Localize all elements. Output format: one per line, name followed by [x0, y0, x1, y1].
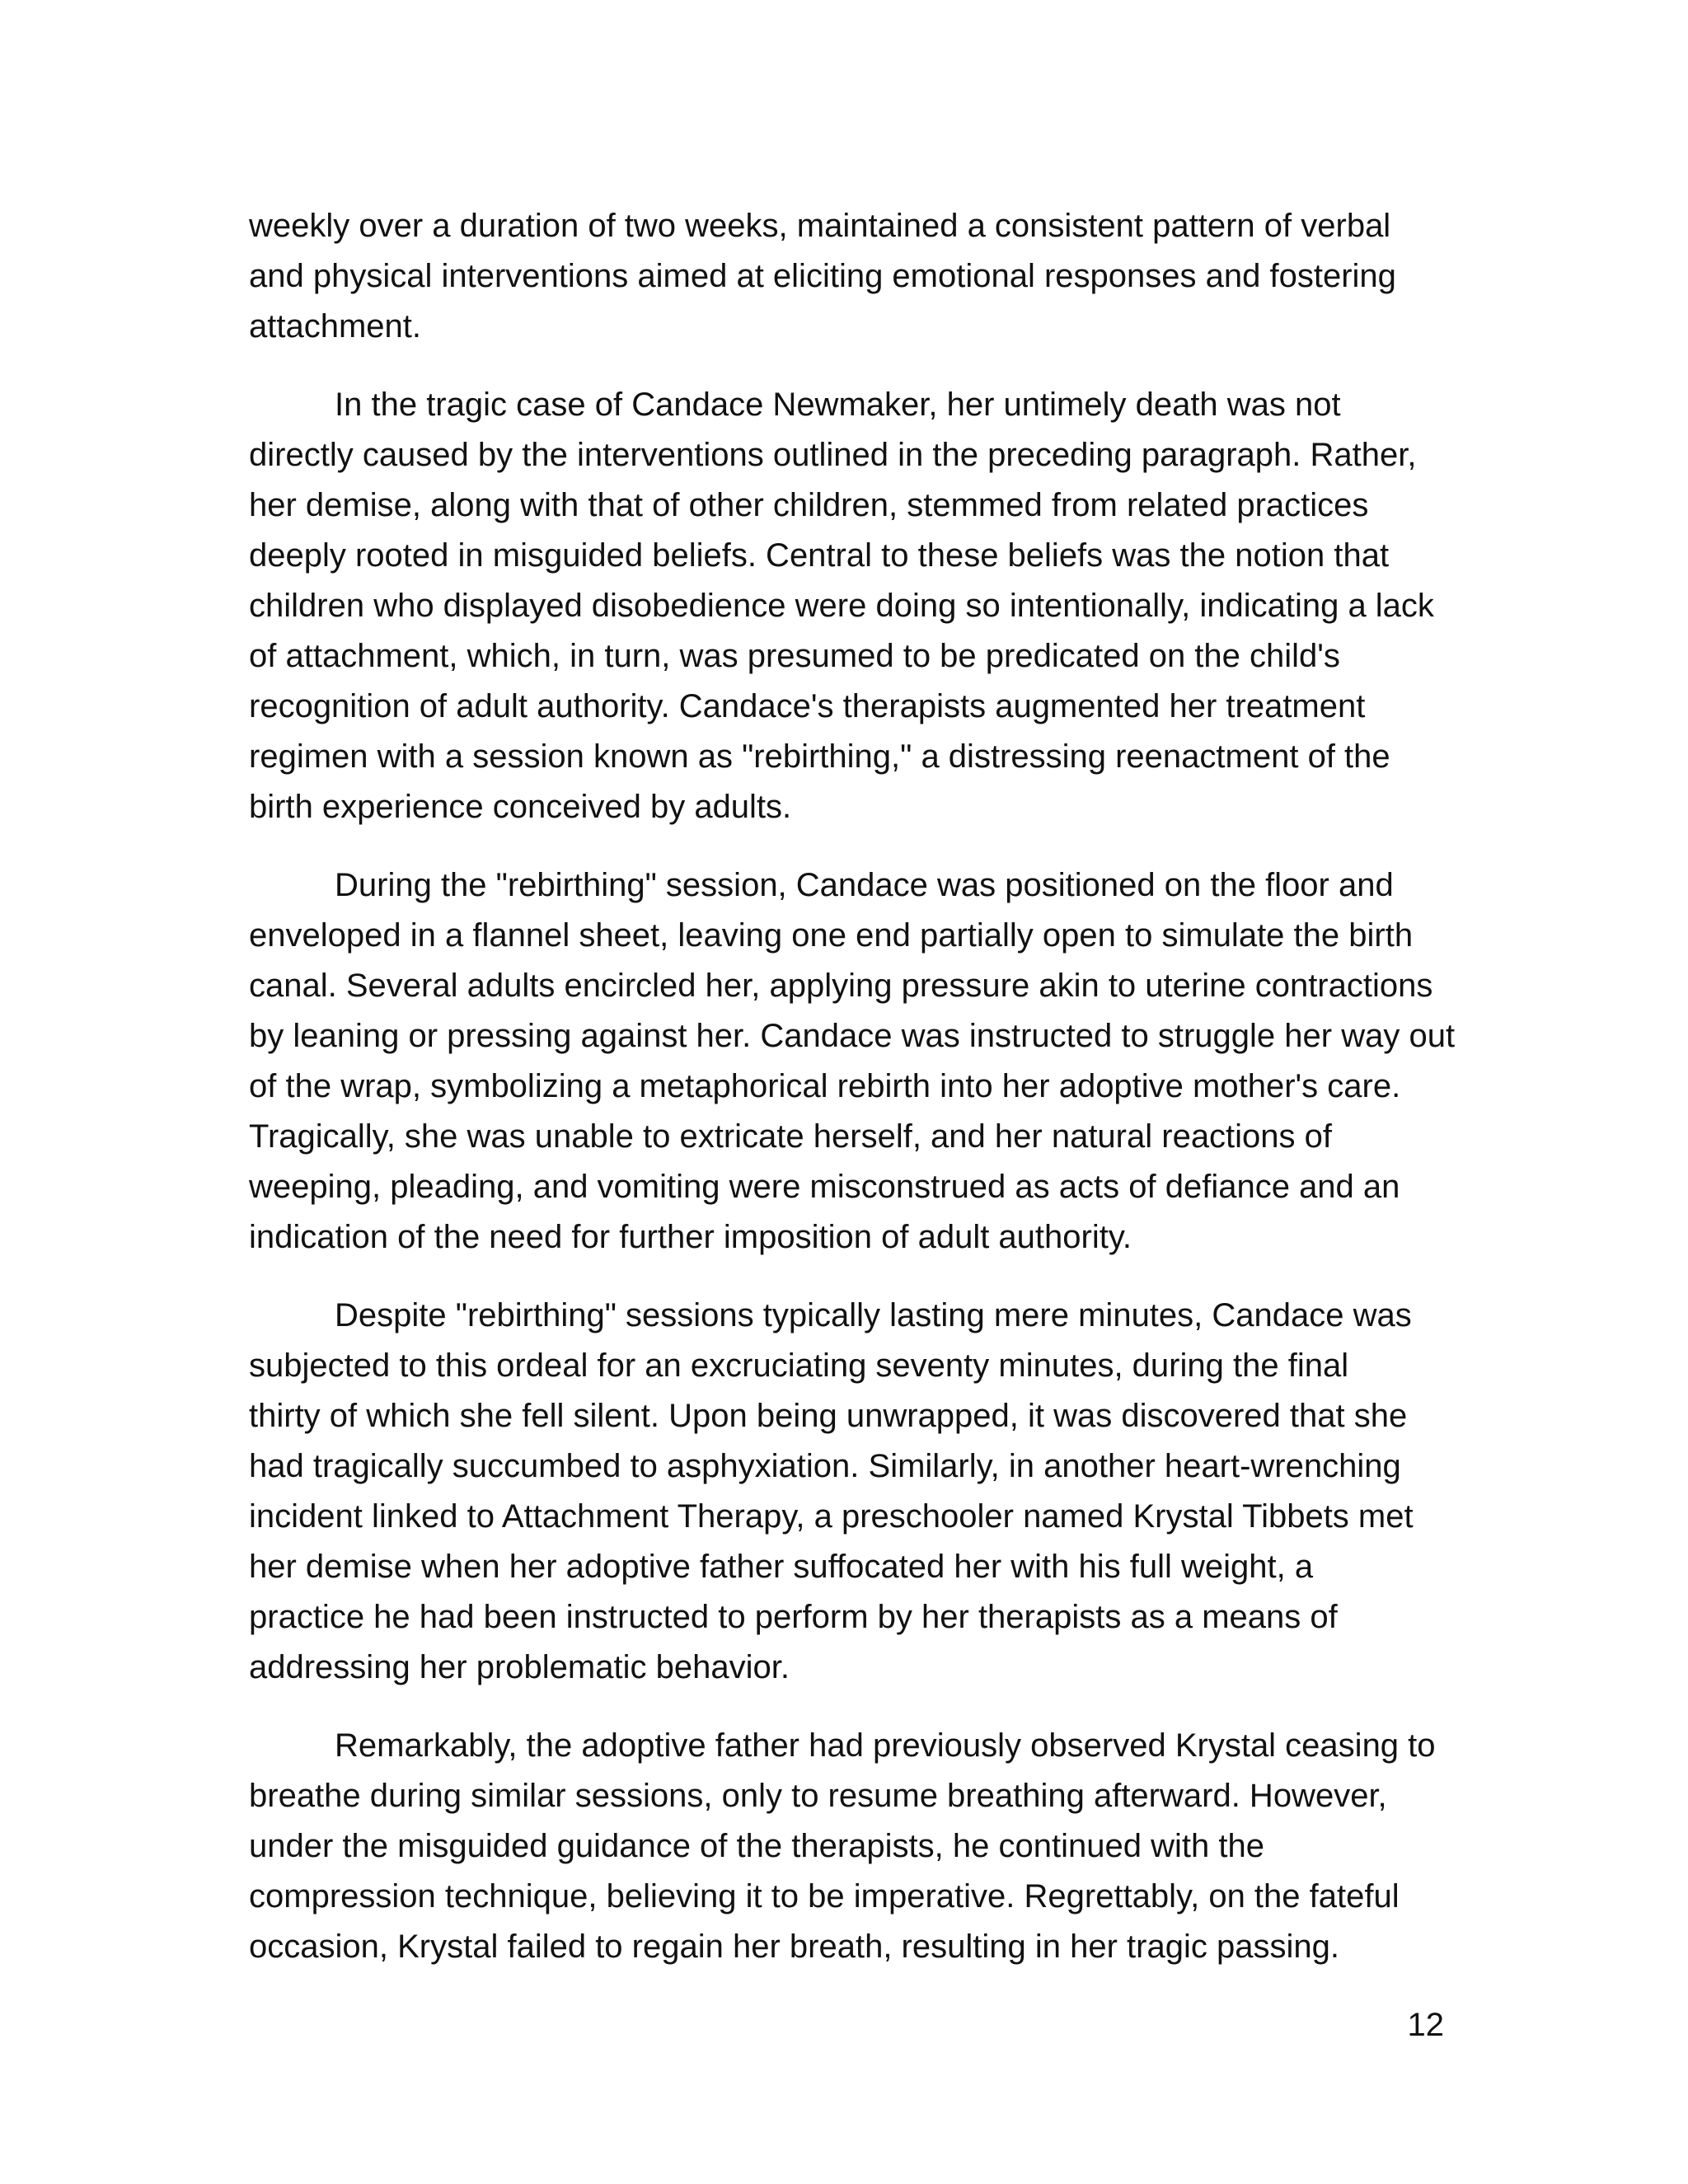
text-line: her demise, along with that of other children, stemmed from related practices [249, 487, 1369, 523]
text-line: of attachment, which, in turn, was presumed to be predicated on the child's [249, 638, 1340, 674]
paragraph-2 [249, 380, 1444, 832]
text-line: enveloped in a flannel sheet, leaving one end partially open to simulate the birth [249, 917, 1414, 954]
text-line: incident linked to Attachment Therapy, a preschooler named Krystal Tibbets met [249, 1498, 1414, 1535]
text-line: weeping, pleading, and vomiting were misconstrued as acts of defiance and an [249, 1169, 1400, 1205]
text-line: directly caused by the interventions outlined in the preceding paragraph. Rather, [249, 437, 1417, 473]
text-line: recognition of adult authority. Candace's therapists augmented her treatment [249, 688, 1366, 724]
paragraph-1 [249, 201, 1444, 352]
paragraph-4 [249, 1291, 1444, 1693]
text-line: regimen with a session known as "rebirthing," a distressing reenactment of the [249, 738, 1390, 775]
body-text [249, 201, 1456, 2000]
text-line: deeply rooted in misguided beliefs. Central to these beliefs was the notion that [249, 537, 1390, 574]
text-line: children who displayed disobedience were doing so intentionally, indicating a lack [249, 588, 1434, 624]
text-line: thirty of which she fell silent. Upon being unwrapped, it was discovered that she [249, 1398, 1408, 1434]
text-line: practice he had been instructed to perform by her therapists as a means of [249, 1599, 1338, 1635]
paragraph-5 [249, 1721, 1444, 1972]
text-line: and physical interventions aimed at eliciting emotional responses and fostering [249, 258, 1396, 294]
text-line: weekly over a duration of two weeks, maintained a consistent pattern of verbal [249, 208, 1391, 244]
paragraph-3 [249, 860, 1456, 1263]
text-line: addressing her problematic behavior. [249, 1649, 790, 1685]
text-line: During the "rebirthing" session, Candace was positioned on the floor and [335, 867, 1394, 903]
text-line: under the misguided guidance of the therapists, he continued with the [249, 1828, 1264, 1864]
text-line: In the tragic case of Candace Newmaker, her untimely death was not [335, 387, 1341, 423]
text-line: indication of the need for further imposition of adult authority. [249, 1219, 1132, 1255]
text-line: Remarkably, the adoptive father had previously observed Krystal ceasing to [335, 1727, 1436, 1764]
text-line: Despite "rebirthing" sessions typically lasting mere minutes, Candace was [335, 1297, 1412, 1333]
text-line: breathe during similar sessions, only to resume breathing afterward. However, [249, 1778, 1387, 1814]
text-line: her demise when her adoptive father suffocated her with his full weight, a [249, 1549, 1314, 1585]
text-line: Tragically, she was unable to extricate herself, and her natural reactions of [249, 1118, 1333, 1155]
text-line: by leaning or pressing against her. Candace was instructed to struggle her way out [249, 1018, 1456, 1054]
text-line: occasion, Krystal failed to regain her breath, resulting in her tragic passing. [249, 1929, 1339, 1965]
text-line: subjected to this ordeal for an excruciating seventy minutes, during the final [249, 1347, 1349, 1384]
text-line: had tragically succumbed to asphyxiation. Similarly, in another heart-wrenching [249, 1448, 1401, 1484]
text-line: of the wrap, symbolizing a metaphorical rebirth into her adoptive mother's care. [249, 1068, 1401, 1104]
text-line: birth experience conceived by adults. [249, 789, 792, 825]
page-number: 12 [1407, 2007, 1444, 2043]
text-line: canal. Several adults encircled her, applying pressure akin to uterine contractions [249, 968, 1433, 1004]
text-line: attachment. [249, 308, 422, 344]
text-line: compression technique, believing it to be imperative. Regrettably, on the fateful [249, 1878, 1400, 1915]
